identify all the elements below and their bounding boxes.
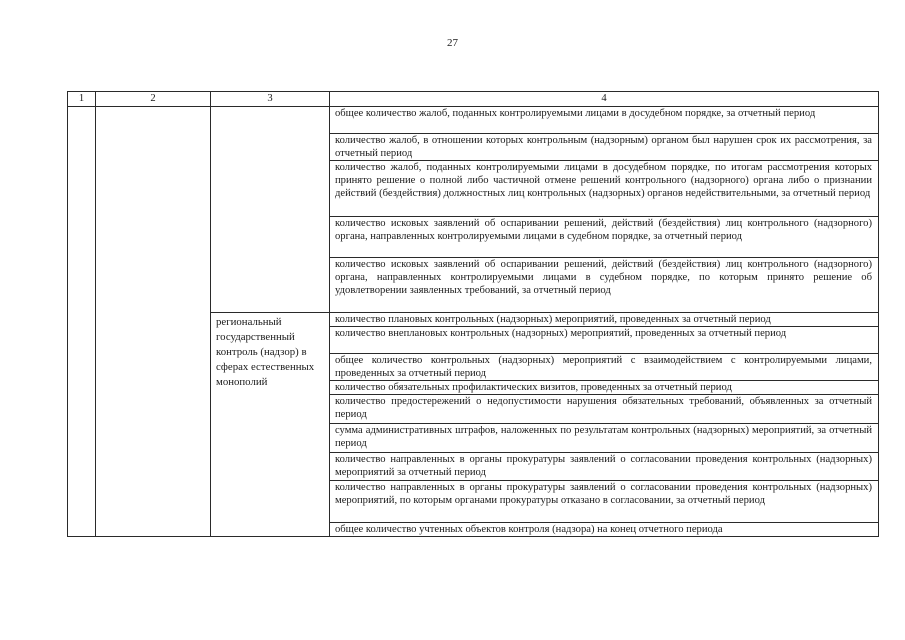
- column-2-cell: [96, 107, 211, 537]
- indicator-cell: количество плановых контрольных (надзорных) мероприятий, проведенных за отчетный период: [330, 313, 879, 327]
- page-number: 27: [447, 37, 458, 49]
- column-header-2: 2: [96, 92, 211, 107]
- column-3-cell-empty: [211, 107, 330, 313]
- indicator-cell: количество жалоб, поданных контролируемыми лицами в досудебном порядке, по итогам рассмотрения которых принято решение о полной либо частичной отмене решений контрольного (надзорного) органа либо о признании действий (бездействия) должностных лиц контрольных (надзорных) органов недействительными, за отчетный период: [330, 161, 879, 217]
- column-1-cell: [68, 107, 96, 537]
- header-row: [68, 92, 879, 107]
- column-header-4: 4: [330, 92, 879, 107]
- indicators-table: [67, 91, 879, 537]
- indicator-cell: общее количество контрольных (надзорных) мероприятий с взаимодействием с контролируемыми лицами, проведенных за отчетный период: [330, 354, 879, 381]
- indicator-cell: количество жалоб, в отношении которых контрольным (надзорным) органом был нарушен срок их рассмотрения, за отчетный период: [330, 134, 879, 161]
- indicator-cell: количество направленных в органы прокуратуры заявлений о согласовании проведения контрольных (надзорных) мероприятий за отчетный период: [330, 453, 879, 481]
- table-row: [68, 107, 879, 134]
- indicator-cell: количество исковых заявлений об оспаривании решений, действий (бездействия) лиц контрольного (надзорного) органа, направленных контролируемыми лицами в судебном порядке, по которым принято решение об удовлетворении заявленных требований, за отчетный период: [330, 258, 879, 313]
- indicator-cell: количество исковых заявлений об оспаривании решений, действий (бездействия) лиц контрольного (надзорного) органа, направленных контролируемыми лицами в судебном порядке, за отчетный период: [330, 217, 879, 258]
- indicator-cell: количество направленных в органы прокуратуры заявлений о согласовании проведения контрольных (надзорных) мероприятий, по которым органами прокуратуры отказано в согласовании, за отчетный период: [330, 481, 879, 523]
- indicator-cell: количество обязательных профилактических визитов, проведенных за отчетный период: [330, 381, 879, 395]
- column-header-1: 1: [68, 92, 96, 107]
- indicator-cell: количество предостережений о недопустимости нарушения обязательных требований, объявленных за отчетный период: [330, 395, 879, 424]
- indicator-cell: общее количество учтенных объектов контроля (надзора) на конец отчетного периода: [330, 523, 879, 537]
- indicator-cell: сумма административных штрафов, наложенных по результатам контрольных (надзорных) мероприятий, за отчетный период: [330, 424, 879, 453]
- indicator-cell: общее количество жалоб, поданных контролируемыми лицами в досудебном порядке, за отчетный период: [330, 107, 879, 134]
- control-type-cell: региональный государственный контроль (надзор) в сферах естественных монополий: [211, 313, 330, 537]
- indicator-cell: количество внеплановых контрольных (надзорных) мероприятий, проведенных за отчетный период: [330, 327, 879, 354]
- column-header-3: 3: [211, 92, 330, 107]
